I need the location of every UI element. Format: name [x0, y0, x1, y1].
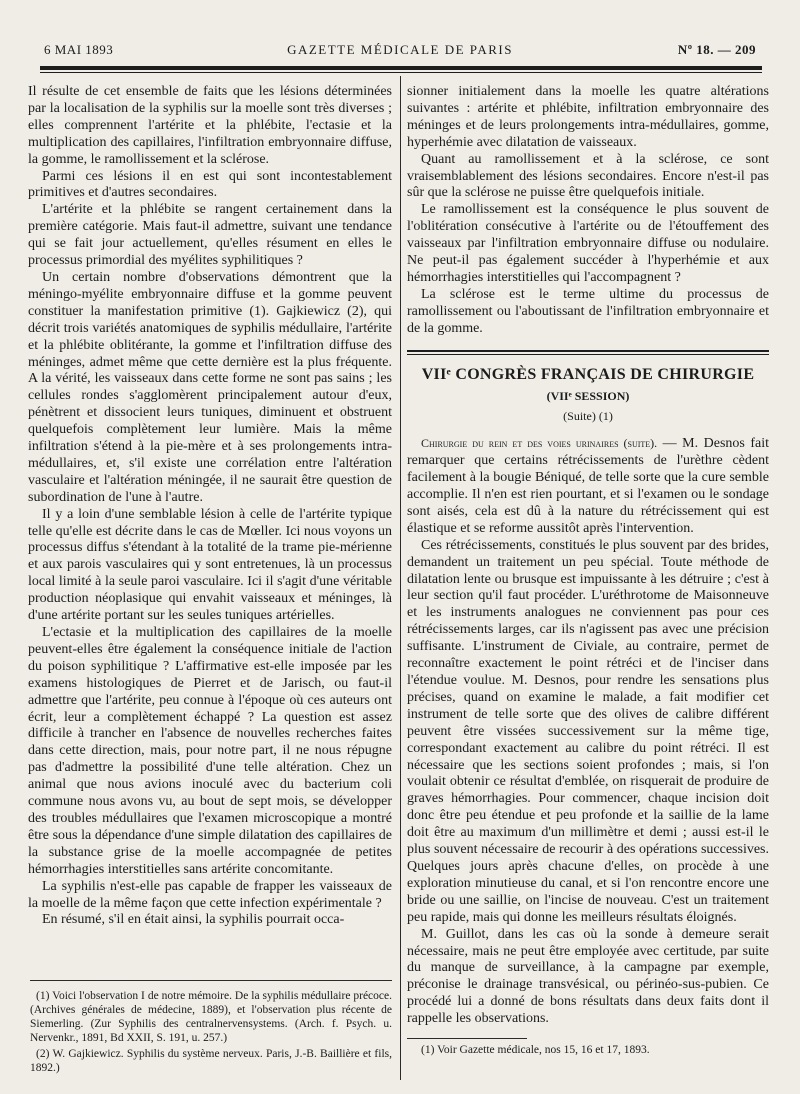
column-divider: [400, 76, 401, 1080]
paragraph: Le ramollissement est la conséquence le plus souvent de l'oblitération consécutive à l'artérite ou de l'étouffement des vaisseaux par l'infiltration embryonnaire diffuse ou nodulaire. Ne peut-il pas également succéder à l'hyperhémie et aux hémorrhagies interstitielles qui l'accompagnent ?: [407, 202, 769, 285]
header-thin-rule: [40, 72, 762, 73]
paragraph: Un certain nombre d'observations démontrent que la méningo-myélite embryonnaire diffuse et la gomme peuvent constituer la manifestation primitive (1). Gajkiewicz (2), qui décrit trois variétés anatomiques de syphilis médullaire, l'artérite et la phlébite oblitérante, la gomme et l'infiltration diffuse des méninges, admet même que cette dernière est la plus fréquente. A la vérité, les vaisseaux dans cette forme ne sont pas sains ; les cellules rondes s'agglomèrent principalement autour d'eux, pénètrent et dissocient leurs tuniques, diminuent et obstruent quelquefois complètement leur lumière. Mais la même infiltration s'étend à la pie-mère et à ses prolongements intra-médullaires, et, s'il existe une corrélation entre l'altération vasculaire et l'altération méningée, il ne saurait être question de subordination de l'une à l'autre.: [28, 269, 392, 505]
footnote: (1) Voir Gazette médicale, nos 15, 16 et 17, 1893.: [421, 1044, 650, 1057]
paragraph: Quant au ramollissement et à la sclérose, ce sont vraisemblablement des lésions secondaires. Encore n'est-il pas sûr que la sclérose ne puisse être quelquefois initiale.: [407, 151, 769, 201]
rubric-heading: Chirurgie du rein et des voies urinaires (suite).: [421, 436, 658, 451]
paragraph: La syphilis n'est-elle pas capable de frapper les vaisseaux de la moelle de la même façon que cette infection expérimentale ?: [28, 878, 392, 911]
issue-date: 6 MAI 1893: [44, 42, 114, 57]
paragraph: [407, 435, 769, 537]
footnote-rule: [407, 1038, 527, 1039]
paragraph: Il y a loin d'une semblable lésion à celle de l'artérite typique telle qu'elle est décrite dans le cas de Mœller. Ici nous voyons un processus diffus s'étendant à la totalité de la trame pie-mérienne et aux parois vasculaires qui y sont entretenues, là un processus local limité à la seule paroi vasculaire. Ici il s'agit d'une véritable production néoplasique qui envahit vaisseaux et méninges, là d'une artérite portant sur les seules tuniques artérielles.: [28, 506, 392, 624]
paragraph: La sclérose est le terme ultime du processus de ramollissement ou l'aboutissant de l'infiltration embryonnaire et de la gomme.: [407, 286, 769, 336]
paragraph: En résumé, s'il en était ainsi, la syphilis pourrait occa-: [42, 912, 345, 928]
rubric-text: — M. Desnos fait remarquer que certains rétrécissements de l'urèthre cèdent facilement à la bougie Béniqué, de telle sorte que la cure semble accomplie. Il n'en est rien pourtant, et si l'examen ou le sondage sont aisés, cela est dû à la nature du rétrécissement qui est élastique et se reforme aussitôt après l'intervention.: [407, 436, 769, 536]
paragraph: M. Guillot, dans les cas où la sonde à demeure serait nécessaire, mais ne peut être employée avec certitude, par suite du manque de surveillance, à la campagne par exemple, préconise le drainage transvésical, ou périnéo-sus-pubien. Ce procédé lui a donné de bons résultats dans deux faits dont il rappelle les observations.: [407, 926, 769, 1027]
section-thin-rule: [407, 354, 769, 355]
section-suite: (Suite) (1): [563, 409, 613, 424]
paragraph: Il résulte de cet ensemble de faits que les lésions déterminées par la localisation de la syphilis sur la moelle sont très diverses ; elles comprennent l'artérite et la phlébite, l'ectasie et la multiplication des capillaires, l'infiltration embryonnaire diffuse, la gomme, le ramollissement et la sclérose.: [28, 84, 392, 167]
paragraph: L'artérite et la phlébite se rangent certainement dans la première catégorie. Mais faut-il admettre, suivant une tendance qui se fait jour actuellement, qu'elles résument en elles le processus primordial des myélites syphilitiques ?: [28, 202, 392, 269]
page-number: Nº 18. — 209: [677, 42, 756, 57]
left-footnotes: [30, 980, 392, 1077]
left-column: [28, 84, 392, 929]
paragraph: Ces rétrécissements, constitués le plus souvent par des brides, demandent un traitement un peu spécial. Toute méthode de dilatation lente ou brusque est impuissante à les détruire ; c'est à leur section qu'il faut procéder. L'uréthrotome de Maisonneuve et les instruments analogues ne conviennent pas pour ces rétrécissements larges, car ils n'agissent pas avec une précision suffisante. L'instrument de Civiale, au contraire, permet de reconnaître exactement le point rétréci et de l'inciser dans l'étendue voulue. M. Desnos, pour rendre les sensations plus précises, quand on examine le malade, a fait modifier cet instrument de telle sorte que des olives de calibre différent peuvent être vissées successivement sur la même tige, correspondant exactement au calibre du point rétréci. Il est nécessaire que les sections soient profondes ; mais, si l'on voulait obtenir ce résultat d'emblée, on risquerait de produire de graves hémorrhagies. Pour commencer, chaque incision doit donc être peu étendue et peu profonde et la saillie de la lame doit être au maximum d'un millimètre et demi ; aussi est-il le plus souvent nécessaire de recourir à des opérations successives. Quelques jours après chacune d'elles, on procède à une exploration minutieuse du canal, et si l'on rencontre encore une bride ou une saillie, on l'incise de nouveau. C'est un traitement peu rapide, mais qui donne les meilleurs résultats éloignés.: [407, 537, 769, 925]
running-header: [44, 42, 756, 60]
section-session: (VIIᵉ SESSION): [546, 388, 630, 403]
paragraph: Parmi ces lésions il en est qui sont incontestablement primitives et d'autres secondaires.: [28, 168, 392, 201]
footnote: (2) W. Gajkiewicz. Syphilis du système nerveux. Paris, J.-B. Baillière et fils, 1892.): [30, 1048, 392, 1074]
paragraph: sionner initialement dans la moelle les quatre altérations suivantes : artérite et phlébite, infiltration embryonnaire des méninges et de leurs prolongements intra-médullaires, gomme, hyperhémie avec dilatation de vaisseaux.: [407, 84, 769, 150]
footnote: (1) Voici l'observation I de notre mémoire. De la syphilis médullaire précoce. (Archives générales de médecine, 1889), et l'observation plus récente de Siemerling. (Zur Syphilis des centralnervensystems. (Arch. f. Psych. u. Nervenkr., 1891, Bd XXII, S. 191, u. 257.): [30, 990, 392, 1044]
section-title: VIIᵉ CONGRÈS FRANÇAIS DE CHIRURGIE: [421, 365, 755, 383]
paragraph: L'ectasie et la multiplication des capillaires de la moelle peuvent-elles être également la conséquence initiale de l'action du poison syphilitique ? L'affirmative est-elle imposée par les examens histologiques de Pierret et de Jarisch, ou faut-il admettre que l'artérite, peu connue à l'époque où ces auteurs ont écrit, leur a complètement échappé ? La question est assez difficile à trancher en l'absence de nouvelles recherches faites dans cette direction, mais, pour notre part, il ne nous répugne pas d'admettre la possibilité d'une telle altération. Chez un animal que nous avions inoculé avec du bacterium coli commune nous avons vu, au bout de sept mois, se développer des troubles médullaires que l'examen microscopique a montré être sous la dépendance d'une simple dilatation des capillaires de la substance grise de la moelle accompagnée de petites hémorrhagies interstitielles sans artérite concomitante.: [28, 625, 392, 877]
right-column: [407, 84, 769, 1057]
header-thick-rule: [40, 66, 762, 70]
journal-title: GAZETTE MÉDICALE DE PARIS: [287, 42, 513, 57]
section-thick-rule: [407, 350, 769, 352]
